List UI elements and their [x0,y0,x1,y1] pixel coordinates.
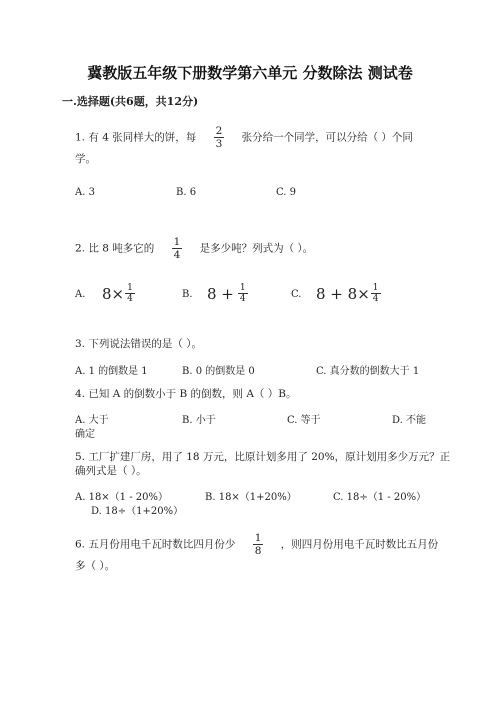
option-b: B. 0 的倒数是 0 [182,366,255,377]
option-b-expression [207,283,248,304]
option-b-label: B. [182,289,193,300]
option-a: A. 18×（1 - 20%） [75,492,169,503]
fraction-numerator: 1 [173,236,181,248]
fraction-numerator: 1 [372,283,379,293]
fraction-denominator: 4 [173,249,181,261]
question-5-line2: 确列式是（ ）。 [75,465,147,477]
question-1-text-cont: 张分给一个同学，可以分给（ ）个同 [241,131,413,144]
option-b: B. 18×（1+20%） [205,492,297,503]
question-6 [75,532,438,557]
option-d: D. 不能 [392,415,427,426]
question-1-text: 1. 有 4 张同样大的饼，每 [75,131,197,144]
fraction-numerator: 1 [127,283,133,293]
fraction [253,532,264,557]
question-1 [75,125,413,150]
fraction-denominator: 4 [372,294,379,304]
fraction-denominator: 4 [127,294,133,304]
option-a: A. 1 的倒数是 1 [75,366,148,377]
expression-text: 8 + 8× [316,284,370,303]
option-a: A. 大于 [75,415,109,426]
fraction [214,125,225,150]
section-heading: 一.选择题(共6题，共12分) [62,95,199,108]
fraction [238,283,248,304]
question-2 [75,236,313,261]
question-2-text-cont: 是多少吨？列式为（ ）。 [199,242,314,255]
fraction-denominator: 8 [254,545,262,557]
fraction [371,283,381,304]
fraction [172,236,183,261]
fraction-denominator: 4 [239,294,246,304]
fraction-numerator: 1 [254,532,262,544]
option-c: C. 真分数的倒数大于 1 [316,366,420,377]
option-c: C. 等于 [287,415,321,426]
question-2-text: 2. 比 8 吨多它的 [75,242,155,255]
option-c-label: C. [291,289,302,300]
option-d-continuation: 确定 [75,429,95,440]
question-6-text: 6. 五月份用电千瓦时数比四月份少 [75,538,236,551]
option-c: C. 18÷（1 - 20%） [333,492,427,503]
question-3-text: 3. 下列说法错误的是（ ）。 [75,338,202,350]
fraction-numerator: 1 [239,283,246,293]
option-b: B. 小于 [182,415,216,426]
option-a: A. 3 [75,187,95,198]
question-6-line2: 多（ ）。 [75,560,116,572]
option-a-expression [102,283,135,304]
option-b: B. 6 [176,187,197,198]
page-title: 冀教版五年级下册数学第六单元 分数除法 测试卷 [87,64,413,82]
fraction-denominator: 3 [215,138,223,150]
fraction-numerator: 2 [215,125,223,137]
option-c-expression [316,283,381,304]
expression-text: 8 + [207,284,234,303]
question-6-text-cont: ，则四月份用电千瓦时数比五月份 [280,538,439,551]
option-a-label: A. [75,289,86,300]
question-1-line2: 学。 [75,153,96,165]
question-5-line1: 5. 工厂扩建厂房，用了 18 万元，比原计划多用了 20%，原计划用多少万元？正 [75,451,451,463]
option-c: C. 9 [276,187,297,198]
question-4-text: 4. 已知 A 的倒数小于 B 的倒数，则 A（ ）B。 [75,388,297,400]
expression-text: 8× [102,284,125,303]
fraction [125,283,135,304]
option-d: D. 18÷（1+20%） [91,506,184,517]
